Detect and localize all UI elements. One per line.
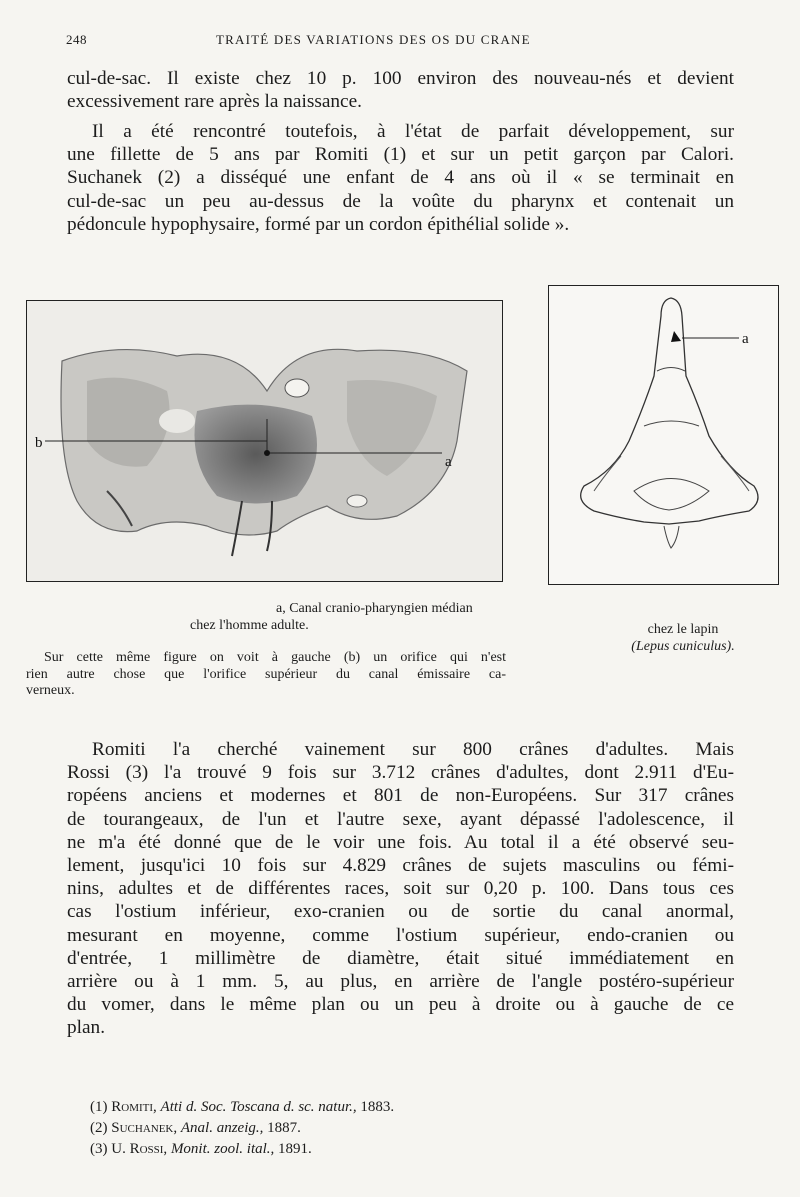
figure-caption-note xyxy=(26,650,506,700)
text-line: Suchanek (2) a disséqué une enfant de 4 ans où il « se terminait en xyxy=(67,167,734,189)
footnote-3 xyxy=(90,1139,750,1160)
text-line: lement, jusqu'ici 10 fois sur 4.829 crânes de sujets masculins ou fémi- xyxy=(67,855,734,877)
label-a: a xyxy=(742,331,749,347)
text-line: une fillette de 5 ans par Romiti (1) et sur un petit garçon par Calori. xyxy=(67,144,734,166)
footnote-number: (1) xyxy=(90,1099,108,1115)
text-line: cas l'ostium inférieur, exo-cranien ou de sortie du canal anormal, xyxy=(67,901,734,923)
text-line: excessivement rare après la naissance. xyxy=(67,91,362,113)
footnote-year: 1887. xyxy=(267,1120,301,1136)
footnote-title: Anal. anzeig., xyxy=(180,1120,264,1136)
footnote-author: Suchanek, xyxy=(111,1120,178,1136)
paragraph-2 xyxy=(67,120,734,236)
sphenoid-drawing xyxy=(27,301,502,581)
text-line: Romiti l'a cherché vainement sur 800 crânes d'adultes. Mais xyxy=(92,739,734,760)
caption-line: chez l'homme adulte. xyxy=(190,617,309,633)
footnote-title: Monit. zool. ital., xyxy=(170,1141,275,1157)
label-b: b xyxy=(35,435,43,451)
text-line: cul-de-sac. Il existe chez 10 p. 100 environ des nouveau-nés et devient xyxy=(67,68,734,89)
figure-rabbit-sphenoid xyxy=(548,285,779,585)
text-line: ropéens anciens et modernes et 801 de non-Européens. Sur 317 crânes xyxy=(67,785,734,807)
paragraph-1 xyxy=(67,67,734,113)
text-line: cul-de-sac un peu au-dessus de la voûte du pharynx et contenait un xyxy=(67,190,734,212)
footnote-1 xyxy=(90,1097,750,1118)
footnote-title: Atti d. Soc. Toscana d. sc. natur., xyxy=(160,1099,357,1115)
caption-note-line: Sur cette même figure on voit à gauche (b) un orifice qui n'est xyxy=(44,650,506,665)
text-line: Il a été rencontré toutefois, à l'état de parfait développement, sur xyxy=(92,121,734,142)
figure-caption-left xyxy=(190,601,535,634)
text-line: ne m'a été donné que de le voir une fois. Au total il a été observé seu- xyxy=(67,831,734,853)
footnotes xyxy=(90,1097,750,1160)
text-line: mesurant en moyenne, comme l'ostium supérieur, endo-cranien ou xyxy=(67,924,734,946)
footnote-number: (2) xyxy=(90,1120,108,1136)
footnote-year: 1891. xyxy=(278,1141,312,1157)
rabbit-drawing xyxy=(549,286,778,584)
text-line: pédoncule hypophysaire, formé par un cordon épithélial solide ». xyxy=(67,213,570,235)
text-line: d'entrée, 1 millimètre de diamètre, était situé immédiatement en xyxy=(67,947,734,969)
text-line: Rossi (3) l'a trouvé 9 fois sur 3.712 crânes d'adultes, dont 2.911 d'Eu- xyxy=(67,762,734,784)
paragraph-3 xyxy=(67,738,734,1040)
footnote-year: 1883. xyxy=(360,1099,395,1115)
page-number: 248 xyxy=(66,32,87,47)
running-title: TRAITÉ DES VARIATIONS DES OS DU CRANE xyxy=(216,32,531,47)
footnote-2 xyxy=(90,1118,750,1139)
text-line: du vomer, dans le même plan ou un peu à droite ou à gauche de ce xyxy=(67,994,734,1016)
footnote-number: (3) xyxy=(90,1141,108,1157)
label-a: a xyxy=(445,454,452,470)
caption-line: chez le lapin xyxy=(647,622,719,637)
caption-line: (Lepus cuniculus). xyxy=(631,638,735,654)
figure-human-sphenoid xyxy=(26,300,503,582)
text-line: de tourangeaux, de l'un et l'autre sexe, ayant dépassé l'adolescence, il xyxy=(67,808,734,830)
figure-caption-right xyxy=(608,622,758,655)
footnote-author: Romiti, xyxy=(111,1099,157,1115)
caption-note-line: rien autre chose que l'orifice supérieur du canal émissaire ca- xyxy=(26,666,506,682)
caption-note-line: verneux. xyxy=(26,683,75,698)
text-line: arrière ou à 1 mm. 5, au plus, en arrière de l'angle postéro-supérieur xyxy=(67,971,734,993)
caption-line: a, Canal cranio-pharyngien médian xyxy=(276,601,473,616)
footnote-author: U. Rossi, xyxy=(111,1141,168,1157)
text-line: nins, adultes et de différentes races, soit sur 0,20 p. 100. Dans tous ces xyxy=(67,878,734,900)
text-line: plan. xyxy=(67,1017,106,1039)
